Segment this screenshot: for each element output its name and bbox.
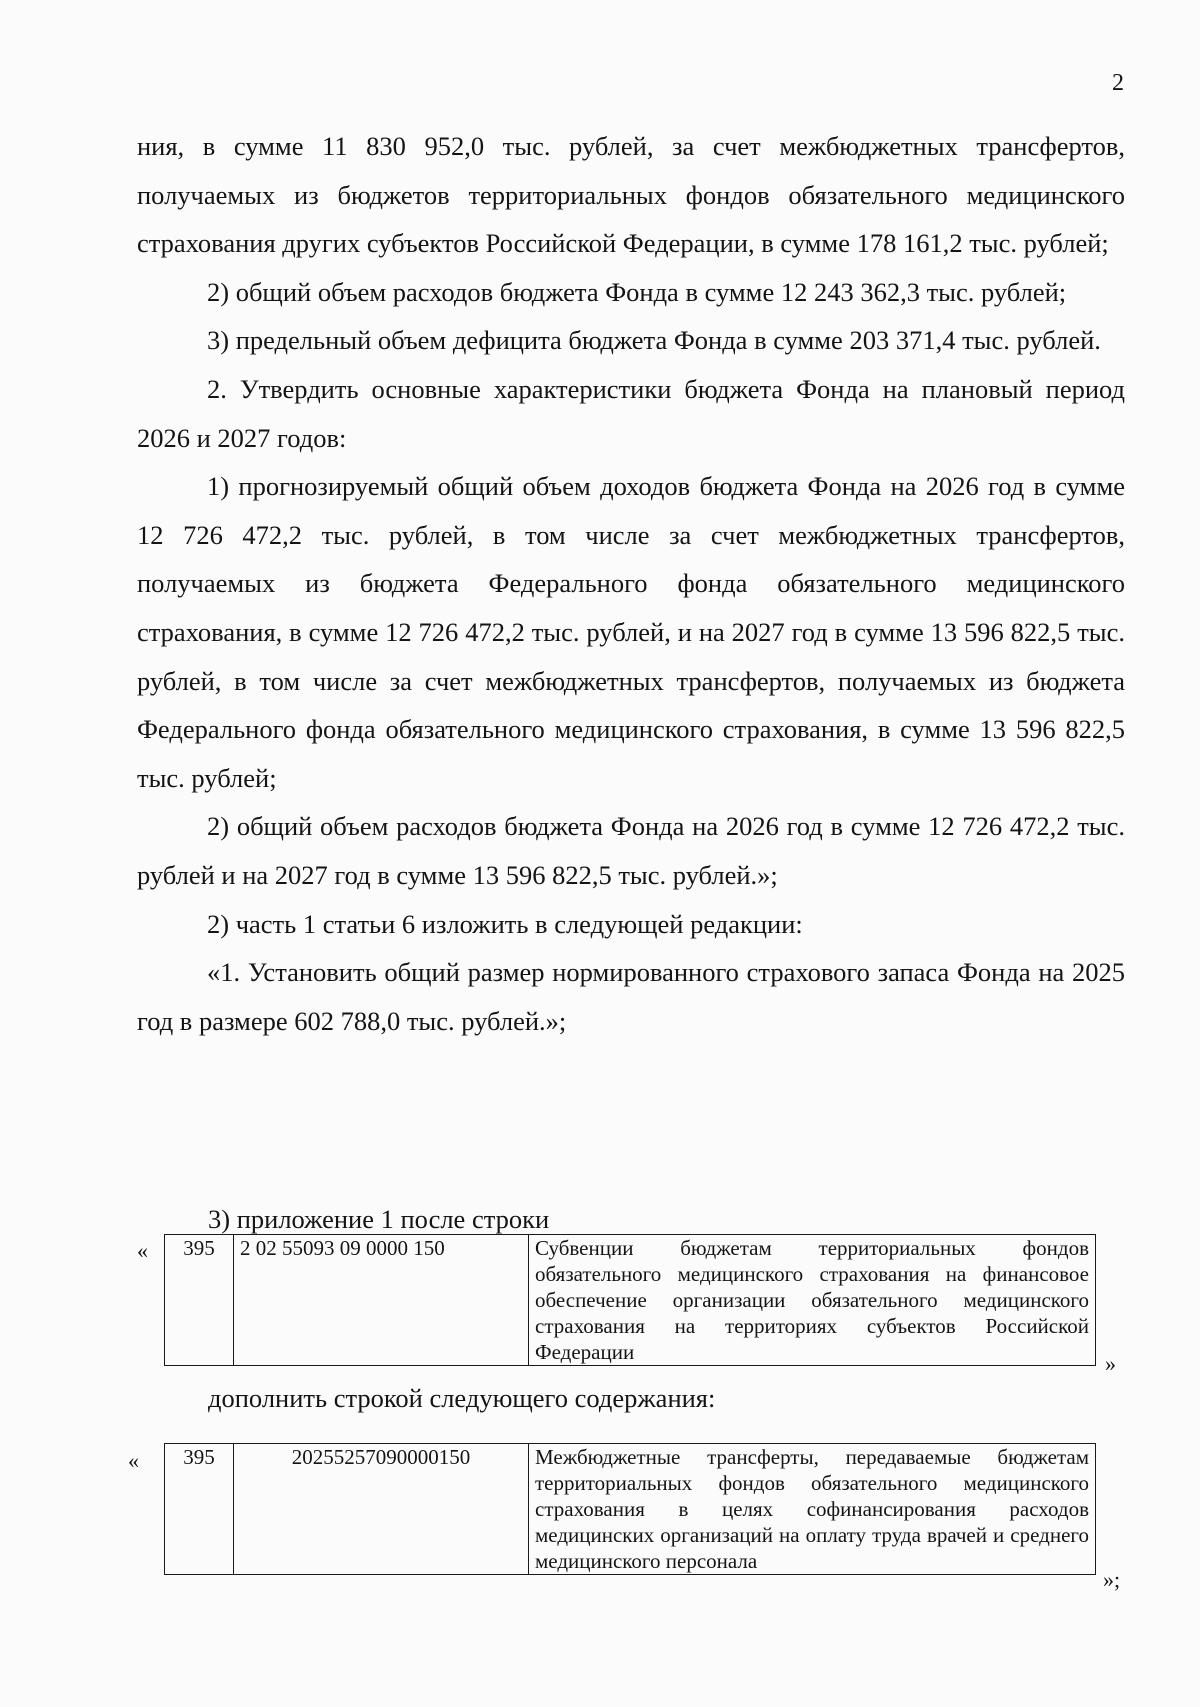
close-quote-1: »: [1105, 1351, 1116, 1376]
paragraph-7: 2) часть 1 статьи 6 изложить в следующей редакции:: [207, 908, 803, 939]
paragraph-6: 2) общий объем расходов бюджета Фонда на 2026 год в сумме 12 726 472,2 тыс. рублей и на 2027 год в сумме 13 596 822,5 тыс. рублей.»;: [137, 811, 1125, 890]
table-row: [165, 1235, 1096, 1366]
open-quote-1: «: [137, 1238, 148, 1263]
open-quote-2: «: [128, 1448, 139, 1473]
amendment-intro: 3) приложение 1 после строки: [208, 1204, 550, 1234]
description-cell: Межбюджетные трансферты, передаваемые бюджетам территориальных фондов обязательного медицинского страхования в целях софинансирования расходов медицинских организаций на оплату труда врачей и среднего медицинского персонала: [529, 1444, 1096, 1575]
paragraph-3: 3) предельный объем дефицита бюджета Фонда в сумме 203 371,4 тыс. рублей.: [207, 325, 1101, 356]
paragraph-2: 2) общий объем расходов бюджета Фонда в сумме 12 243 362,3 тыс. рублей;: [207, 276, 1067, 307]
amendment-middle-text: дополнить строкой следующего содержания:: [208, 1383, 716, 1413]
paragraph-8: «1. Установить общий размер нормированного страхового запаса Фонда на 2025 год в размере 602 788,0 тыс. рублей.»;: [137, 957, 1125, 1036]
paragraph-5: 1) прогнозируемый общий объем доходов бюджета Фонда на 2026 год в сумме 12 726 472,2 тыс. рублей, в том числе за счет межбюджетных трансфертов, получаемых из бюджета Федерального фонда обязательного медицинского страхования, в сумме 12 726 472,2 тыс. рублей, и на 2027 год в сумме 13 596 822,5 тыс. рублей, в том числе за счет межбюджетных трансфертов, получаемых из бюджета Федерального фонда обязательного медицинского страхования, в сумме 13 596 822,5 тыс. рублей;: [137, 471, 1125, 793]
page-number: 2: [1112, 70, 1124, 96]
document-body: [137, 122, 1125, 1045]
description-cell: Субвенции бюджетам территориальных фондов обязательного медицинского страхования на финансовое обеспечение организации обязательного медицинского страхования на территориях субъектов Российской Федерации: [529, 1235, 1096, 1366]
budget-code-cell: 2 02 55093 09 0000 150: [234, 1235, 529, 1366]
close-quote-2: »;: [1103, 1567, 1121, 1592]
admin-code-cell: 395: [165, 1444, 234, 1575]
paragraph-4: 2. Утвердить основные характеристики бюджета Фонда на плановый период 2026 и 2027 годов:: [137, 373, 1125, 453]
admin-code-cell: 395: [165, 1235, 234, 1366]
existing-row-table: [164, 1234, 1096, 1366]
paragraph-1: ния, в сумме 11 830 952,0 тыс. рублей, за счет межбюджетных трансфертов, получаемых из бюджетов территориальных фондов обязательного медицинского страхования других субъектов Российской Федерации, в сумме 178 161,2 тыс. рублей;: [137, 131, 1125, 259]
new-row-table: [164, 1443, 1096, 1575]
budget-code-cell: 20255257090000150: [234, 1444, 529, 1575]
table-row: [165, 1444, 1096, 1575]
